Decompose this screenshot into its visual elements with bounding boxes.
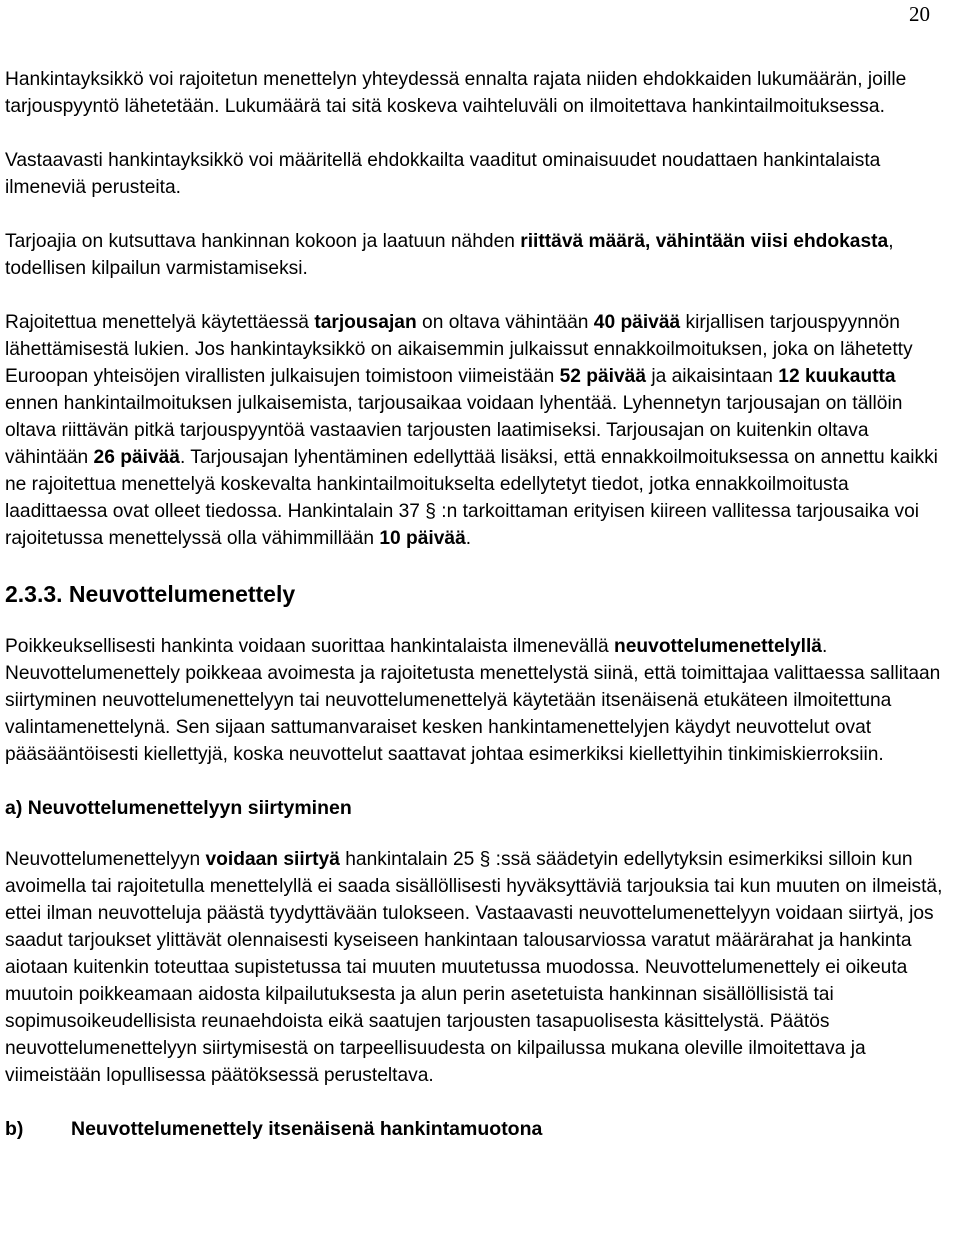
bold-12-months: 12 kuukautta — [778, 366, 896, 387]
paragraph-transition: Neuvottelumenettelyyn voidaan siirtyä hankintalain 25 § :ssä säädetyin edellytyksin esimerkiksi silloin kun avoimella tai rajoitetulla menettelyllä ei saada sisällöllisesti hyväksyttäviä tarjouksia tai kun muuten on ilmeistä, ettei ilman neuvotteluja päästä tyydyttävään tulokseen. Vastaavasti neuvottelumenettelyyn voidaan siirtyä, jos saadut tarjoukset ylittävät olennaisesti kyseiseen hankintaan talousarviossa varatut määrärahat ja hankinta aiotaan kuitenkin toteuttaa supistetussa tai muuten muutetussa muodossa. Neuvottelumenettely ei oikeuta muutoin poikkeamaan aidosta kilpailutuksesta ja alun perin asetetuista hankinnan sisällöllisistä tai sopimusoikeudellisista reunaehdoista eikä saatujen tarjousten tasapuolisesta käsittelystä. Päätös neuvottelumenettelyyn siirtymisestä on tarpeellisuudesta on kilpailussa mukana oleville ilmoitettava ja viimeistään lopullisessa päätöksessä perusteltava. — [5, 849, 943, 1086]
page-number: 20 — [909, 2, 930, 26]
bold-may-transition: voidaan siirtyä — [205, 849, 340, 870]
bold-52-days: 52 päivää — [559, 366, 647, 387]
paragraph-invite-bidders: Tarjoajia on kutsuttava hankinnan kokoon ja laatuun nähden riittävä määrä, vähintään viisi ehdokasta, todellisen kilpailun varmistamiseksi. — [5, 231, 894, 279]
section-heading-negotiated-procedure: 2.3.3. Neuvottelumenettely — [5, 581, 296, 607]
paragraph-negotiated-procedure: Poikkeuksellisesti hankinta voidaan suorittaa hankintalaista ilmenevällä neuvottelumenettelyllä. Neuvottelumenettely poikkeaa avoimesta ja rajoitetusta menettelystä siinä, että toimittajaa valittaessa sallitaan siirtyminen neuvottelumenettelyyn tai neuvottelumenettelyä käytetään itsenäisenä etukäteen ilmoitettuna valintamenettelynä. Sen sijaan sattumanvaraiset kesken hankintamenettelyjen käydyt neuvottelut ovat pääsääntöisesti kiellettyjä, koska neuvottelut saattavat johtaa esimerkiksi kiellettyihin tinkimiskierroksiin. — [5, 636, 941, 765]
bold-40-days: 40 päivää — [593, 312, 681, 333]
bold-tender-period: tarjousajan — [314, 312, 417, 333]
paragraph-tender-period: Rajoitettua menettelyä käytettäessä tarjousajan on oltava vähintään 40 päivää kirjallisen tarjouspyynnön lähettämisestä lukien. Jos hankintayksikkö on aikaisemmin julkaissut ennakkoilmoituksen, joka on lähetetty Euroopan yhteisöjen virallisten julkaisujen toimistoon viimeistään 52 päivää ja aikaisintaan 12 kuukautta ennen hankintailmoituksen julkaisemista, tarjousaikaa voidaan lyhentää. Lyhennetyn tarjousajan on tällöin oltava riittävän pitkä tarjouspyyntöä vastaavien tarjousten laatimiseksi. Tarjousajan on kuitenkin oltava vähintään 26 päivää. Tarjousajan lyhentäminen edellyttää lisäksi, että ennakkoilmoituksessa on annettu kaikki ne rajoitettua menettelyä koskevalta hankintailmoitukselta edellytetyt tiedot, jotka ennakkoilmoitusta laadittaessa ovat olleet tiedossa. Hankintalain 37 § :n tarkoittaman erityisen kiireen vallitessa tarjousaika voi rajoitetussa menettelyssä olla vähimmillään 10 päivää. — [5, 312, 938, 549]
bold-negotiated-procedure: neuvottelumenettelyllä — [614, 636, 822, 657]
bold-26-days: 26 päivää — [93, 447, 180, 468]
subheading-b-text: Neuvottelumenettely itsenäisenä hankintamuotona — [71, 1118, 543, 1140]
subheading-a-transition: a) Neuvottelumenettelyyn siirtyminen — [5, 797, 352, 819]
document-body — [5, 66, 953, 1167]
paragraph-candidate-requirements: Vastaavasti hankintayksikkö voi määritellä ehdokkailta vaaditut ominaisuudet noudattaen hankintalaista ilmeneviä perusteita. — [5, 150, 881, 198]
bold-sufficient-number: riittävä määrä, vähintään viisi ehdokasta — [520, 231, 889, 252]
bold-10-days: 10 päivää — [379, 528, 466, 549]
subheading-b-independent — [5, 1116, 953, 1143]
paragraph-candidate-limit: Hankintayksikkö voi rajoitetun menettelyn yhteydessä ennalta rajata niiden ehdokkaiden lukumäärän, joille tarjouspyyntö lähetetään. Lukumäärä tai sitä koskeva vaihteluväli on ilmoitettava hankintailmoituksessa. — [5, 69, 907, 117]
subheading-b-label: b) — [5, 1118, 24, 1140]
